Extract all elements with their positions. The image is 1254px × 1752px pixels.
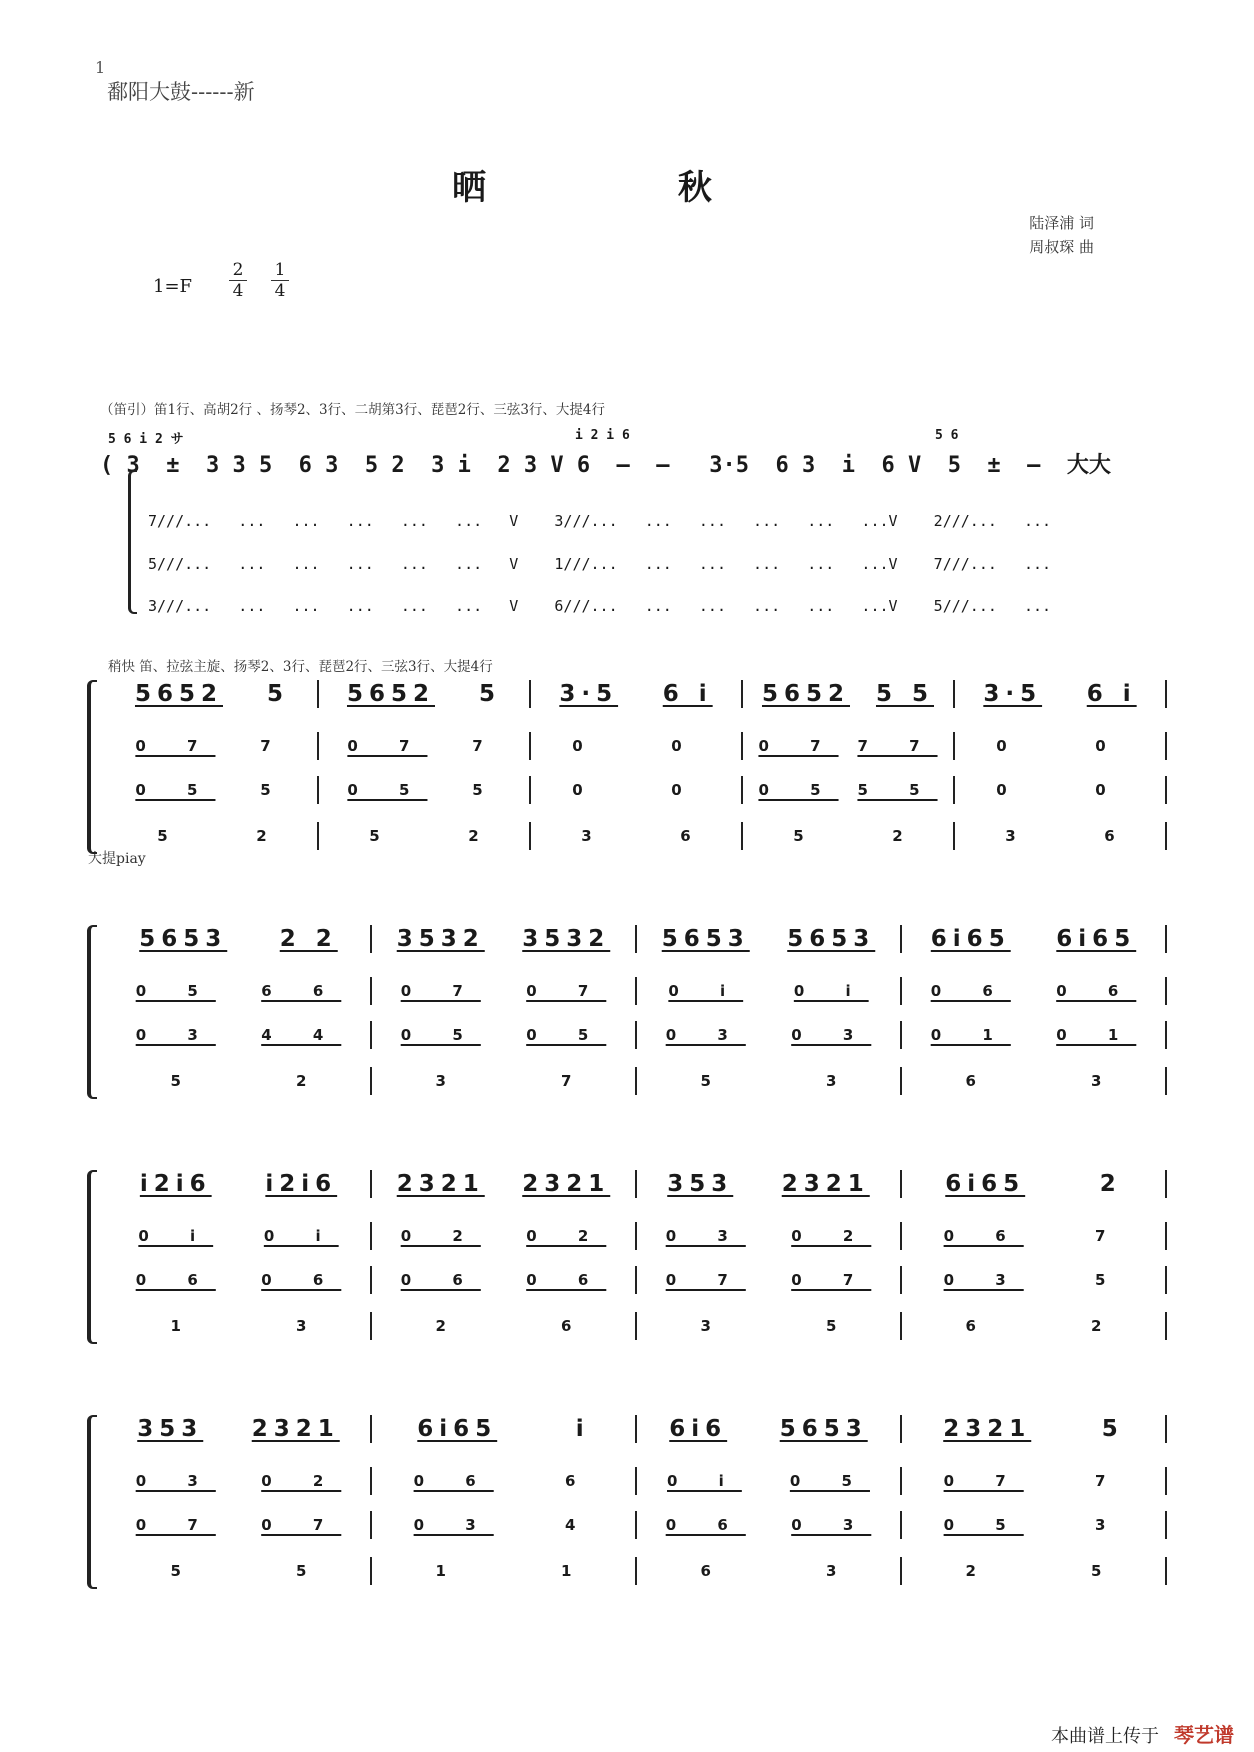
note-group: 5 bbox=[1091, 1562, 1102, 1580]
note-group: 0 3 bbox=[135, 1026, 216, 1044]
measure bbox=[372, 977, 637, 1005]
note-group: 6 i bbox=[1086, 681, 1137, 707]
note-group: 0 5 bbox=[789, 1472, 870, 1490]
note-group: 0 i bbox=[263, 1227, 339, 1245]
time-signature-1 bbox=[228, 260, 248, 301]
measure bbox=[372, 1312, 637, 1340]
melody-row bbox=[107, 1415, 1167, 1443]
note-group: 3 bbox=[826, 1562, 837, 1580]
measure bbox=[107, 732, 319, 760]
acc2-row bbox=[107, 776, 1167, 804]
measure bbox=[107, 1511, 372, 1539]
note-group: 0 bbox=[1095, 781, 1124, 799]
intro-instruction: （笛引）笛1行、高胡2行 、扬琴2、3行、二胡第3行、琵琶2行、三弦3行、大提4行 bbox=[100, 402, 606, 418]
note-group: i bbox=[575, 1416, 590, 1442]
measure bbox=[107, 776, 319, 804]
measure bbox=[902, 1511, 1167, 1539]
measure bbox=[955, 732, 1167, 760]
note-group: 5652 bbox=[346, 681, 435, 707]
note-group: 0 7 bbox=[526, 982, 607, 1000]
note-group: 0 bbox=[996, 781, 1025, 799]
note-group: 5 bbox=[793, 827, 804, 845]
note-group: 5 bbox=[369, 827, 380, 845]
note-group: 1 bbox=[561, 1562, 572, 1580]
measure bbox=[637, 1222, 902, 1250]
note-group: 6 i bbox=[662, 681, 713, 707]
measure bbox=[372, 1067, 637, 1095]
note-group: 0 3 bbox=[791, 1026, 872, 1044]
note-group: 0 i bbox=[138, 1227, 214, 1245]
note-group: 2321 bbox=[396, 1171, 485, 1197]
note-group: 7 bbox=[260, 737, 289, 755]
measure bbox=[902, 1467, 1167, 1495]
note-group: 0 2 bbox=[400, 1227, 481, 1245]
measure bbox=[107, 977, 372, 1005]
key-signature: 1=F bbox=[153, 276, 193, 297]
note-group: 0 5 bbox=[135, 982, 216, 1000]
measure bbox=[637, 1511, 902, 1539]
note-group: 2 bbox=[1099, 1171, 1122, 1197]
note-group: 0 5 bbox=[526, 1026, 607, 1044]
note-group: 2 2 bbox=[279, 926, 338, 952]
measure bbox=[107, 1067, 372, 1095]
note-group: 0 7 bbox=[665, 1271, 746, 1289]
note-group: 0 3 bbox=[135, 1472, 216, 1490]
note-group: 0 bbox=[996, 737, 1025, 755]
note-group: 3 bbox=[296, 1317, 307, 1335]
note-group: 5 bbox=[296, 1562, 307, 1580]
bass-row bbox=[107, 822, 1167, 850]
measure bbox=[637, 1067, 902, 1095]
note-group: 0 7 bbox=[400, 982, 481, 1000]
note-group: 7 bbox=[472, 737, 501, 755]
measure bbox=[637, 925, 902, 953]
note-group: 6 bbox=[1104, 827, 1115, 845]
measure bbox=[902, 977, 1167, 1005]
note-group: 1 bbox=[435, 1562, 446, 1580]
note-group: 0 2 bbox=[261, 1472, 342, 1490]
note-group: 7 bbox=[1094, 1472, 1124, 1490]
melody-row bbox=[107, 680, 1167, 708]
note-group: 6i65 bbox=[417, 1416, 498, 1442]
measure bbox=[637, 1170, 902, 1198]
note-group: 0 1 bbox=[1056, 1026, 1137, 1044]
note-group: 3 bbox=[435, 1072, 446, 1090]
note-group: 0 5 bbox=[135, 781, 216, 799]
note-group: 5 5 bbox=[875, 681, 934, 707]
measure bbox=[902, 1222, 1167, 1250]
note-group: 0 i bbox=[667, 1472, 742, 1490]
measure bbox=[372, 925, 637, 953]
melody-row bbox=[107, 925, 1167, 953]
note-group: i2i6 bbox=[265, 1171, 338, 1197]
note-group: 5 bbox=[472, 781, 501, 799]
note-group: 353 bbox=[667, 1171, 734, 1197]
note-group: 2 bbox=[1091, 1317, 1102, 1335]
system-bracket bbox=[87, 680, 97, 854]
time-signature-2 bbox=[270, 260, 290, 301]
measure bbox=[637, 1312, 902, 1340]
note-group: 3·5 bbox=[559, 681, 619, 707]
note-group: 2 bbox=[965, 1562, 976, 1580]
intro-grace-2: i 2 i 6 bbox=[575, 428, 630, 443]
note-group: 6i6 bbox=[669, 1416, 728, 1442]
note-group: 2 bbox=[256, 827, 267, 845]
measure bbox=[743, 732, 955, 760]
measure bbox=[902, 925, 1167, 953]
note-group: 0 6 bbox=[1056, 982, 1137, 1000]
time-sig-2-top: 1 bbox=[274, 260, 286, 280]
measure bbox=[637, 1021, 902, 1049]
note-group: 7 7 bbox=[857, 737, 938, 755]
note-group: 5653 bbox=[779, 1416, 868, 1442]
note-group: 3 bbox=[581, 827, 592, 845]
note-group: 0 bbox=[1095, 737, 1124, 755]
measure bbox=[372, 1021, 637, 1049]
score-system bbox=[87, 925, 1167, 1100]
measure bbox=[372, 1222, 637, 1250]
note-group: 0 7 bbox=[135, 737, 216, 755]
measure bbox=[955, 680, 1167, 708]
measure bbox=[902, 1170, 1167, 1198]
measure bbox=[902, 1312, 1167, 1340]
note-group: 0 5 bbox=[943, 1516, 1024, 1534]
measure bbox=[531, 822, 743, 850]
measure bbox=[372, 1170, 637, 1198]
note-group: 5 bbox=[1094, 1271, 1124, 1289]
footer-brand: 琴艺谱 bbox=[1174, 1723, 1234, 1747]
footer-watermark bbox=[1051, 1719, 1234, 1748]
note-group: 2321 bbox=[943, 1416, 1032, 1442]
note-group: 0 6 bbox=[665, 1516, 746, 1534]
measure bbox=[637, 1415, 902, 1443]
acc2-row bbox=[107, 1021, 1167, 1049]
note-group: 6 bbox=[561, 1317, 572, 1335]
measure bbox=[107, 1222, 372, 1250]
measure bbox=[107, 1312, 372, 1340]
measure bbox=[902, 1266, 1167, 1294]
note-group: 0 6 bbox=[400, 1271, 481, 1289]
acc2-row bbox=[107, 1511, 1167, 1539]
note-group: 0 6 bbox=[135, 1271, 216, 1289]
score-system bbox=[87, 1170, 1167, 1345]
composer-credit: 周叔琛 曲 bbox=[1029, 238, 1094, 256]
measure bbox=[372, 1557, 637, 1585]
measure bbox=[531, 680, 743, 708]
note-group: 2321 bbox=[781, 1171, 870, 1197]
note-group: 0 bbox=[671, 781, 700, 799]
note-group: 5 bbox=[157, 827, 168, 845]
note-group: 0 6 bbox=[261, 1271, 342, 1289]
note-group: 2 bbox=[468, 827, 479, 845]
note-group: 0 7 bbox=[943, 1472, 1024, 1490]
note-group: 0 6 bbox=[526, 1271, 607, 1289]
measure bbox=[107, 680, 319, 708]
measure bbox=[743, 680, 955, 708]
note-group: 6i65 bbox=[1056, 926, 1137, 952]
measure bbox=[637, 1467, 902, 1495]
note-group: 0 2 bbox=[526, 1227, 607, 1245]
acc1-row bbox=[107, 1222, 1167, 1250]
measure bbox=[107, 1170, 372, 1198]
note-group: 0 3 bbox=[413, 1516, 494, 1534]
note-group: 5 bbox=[826, 1317, 837, 1335]
note-group: 1 bbox=[170, 1317, 181, 1335]
note-group: 0 3 bbox=[943, 1271, 1024, 1289]
note-group: 4 bbox=[564, 1516, 594, 1534]
page-number: 1 bbox=[95, 58, 106, 77]
note-group: 3 bbox=[700, 1317, 711, 1335]
note-group: 5 bbox=[266, 681, 289, 707]
note-group: i2i6 bbox=[139, 1171, 212, 1197]
measure bbox=[531, 732, 743, 760]
bass-label: 大提piay bbox=[88, 851, 146, 867]
measure bbox=[107, 1266, 372, 1294]
note-group: 3·5 bbox=[983, 681, 1043, 707]
note-group: 0 5 bbox=[400, 1026, 481, 1044]
melody-row bbox=[107, 1170, 1167, 1198]
measure bbox=[902, 1557, 1167, 1585]
acc1-row bbox=[107, 1467, 1167, 1495]
measure bbox=[107, 822, 319, 850]
note-group: 6 bbox=[965, 1317, 976, 1335]
acc2-row bbox=[107, 1266, 1167, 1294]
note-group: 5 bbox=[478, 681, 501, 707]
note-group: 353 bbox=[137, 1416, 204, 1442]
measure bbox=[955, 822, 1167, 850]
note-group: 5653 bbox=[661, 926, 750, 952]
note-group: 2321 bbox=[251, 1416, 340, 1442]
note-group: 0 1 bbox=[930, 1026, 1011, 1044]
note-group: 0 bbox=[572, 781, 601, 799]
intro-row-2: 5///... ... ... ... ... ... V 1///... ... ... ... ... ...V 7///... ... bbox=[148, 555, 1052, 573]
time-sig-2-bottom: 4 bbox=[274, 281, 286, 301]
note-group: 5652 bbox=[134, 681, 223, 707]
measure bbox=[107, 1467, 372, 1495]
note-group: 0 3 bbox=[665, 1026, 746, 1044]
note-group: 2 bbox=[296, 1072, 307, 1090]
note-group: 3532 bbox=[522, 926, 611, 952]
note-group: 6 bbox=[564, 1472, 594, 1490]
measure bbox=[743, 822, 955, 850]
note-group: 6 bbox=[680, 827, 691, 845]
measure bbox=[372, 1266, 637, 1294]
note-group: 0 7 bbox=[347, 737, 428, 755]
note-group: 2 bbox=[892, 827, 903, 845]
note-group: 0 bbox=[671, 737, 700, 755]
intro-grace-1: 5 6 i 2 サ bbox=[108, 432, 184, 447]
note-group: 0 i bbox=[793, 982, 869, 1000]
measure bbox=[107, 925, 372, 953]
bass-row bbox=[107, 1312, 1167, 1340]
acc1-row bbox=[107, 977, 1167, 1005]
measure bbox=[637, 1266, 902, 1294]
measure bbox=[955, 776, 1167, 804]
measure bbox=[107, 1021, 372, 1049]
note-group: 0 7 bbox=[758, 737, 839, 755]
measure bbox=[319, 822, 531, 850]
note-group: 5 bbox=[1101, 1416, 1124, 1442]
system-bracket bbox=[87, 925, 97, 1099]
intro-grace-3: 5 6 bbox=[935, 428, 959, 443]
lyricist-credit: 陆泽浦 词 bbox=[1029, 214, 1094, 232]
note-group: 5 bbox=[170, 1072, 181, 1090]
note-group: 7 bbox=[1094, 1227, 1124, 1245]
note-group: 0 bbox=[572, 737, 601, 755]
measure bbox=[372, 1415, 637, 1443]
intro-row-1: 7///... ... ... ... ... ... V 3///... ... ... ... ... ...V 2///... ... bbox=[148, 512, 1052, 530]
note-group: 5653 bbox=[787, 926, 876, 952]
note-group: 0 i bbox=[668, 982, 744, 1000]
note-group: 6i65 bbox=[930, 926, 1011, 952]
intro-row-3: 3///... ... ... ... ... ... V 6///... ... ... ... ... ...V 5///... ... bbox=[148, 597, 1052, 615]
note-group: 4 4 bbox=[261, 1026, 342, 1044]
note-group: 5 bbox=[170, 1562, 181, 1580]
note-group: 0 5 bbox=[347, 781, 428, 799]
note-group: 3 bbox=[1094, 1516, 1124, 1534]
note-group: 0 6 bbox=[930, 982, 1011, 1000]
intro-melody: ( 3 ± 3 3 5 6 3 5 2 3 i 2 3 V 6 – – 3·5 6 3 i 6 V 5 ± – 大大 bbox=[100, 453, 1111, 478]
bass-row bbox=[107, 1067, 1167, 1095]
note-group: 5 5 bbox=[857, 781, 938, 799]
note-group: 5 bbox=[260, 781, 289, 799]
note-group: 3 bbox=[1091, 1072, 1102, 1090]
note-group: 5653 bbox=[139, 926, 228, 952]
measure bbox=[372, 1511, 637, 1539]
note-group: 5652 bbox=[761, 681, 850, 707]
footer-text: 本曲谱上传于 bbox=[1051, 1726, 1160, 1747]
measure bbox=[902, 1067, 1167, 1095]
section2-instruction: 稍快 笛、拉弦主旋、扬琴2、3行、琵琶2行、三弦3行、大提4行 bbox=[108, 659, 493, 675]
acc1-row bbox=[107, 732, 1167, 760]
score-system bbox=[87, 680, 1167, 855]
song-title: 晒 秋 bbox=[452, 168, 802, 208]
measure bbox=[107, 1557, 372, 1585]
measure bbox=[637, 1557, 902, 1585]
note-group: 6 bbox=[965, 1072, 976, 1090]
note-group: 0 7 bbox=[261, 1516, 342, 1534]
note-group: 6i65 bbox=[945, 1171, 1026, 1197]
measure bbox=[902, 1415, 1167, 1443]
measure bbox=[531, 776, 743, 804]
header-text: 鄱阳大鼓------新 bbox=[107, 80, 255, 104]
system-bracket bbox=[87, 1170, 97, 1344]
score-system bbox=[87, 1415, 1167, 1590]
note-group: 0 2 bbox=[791, 1227, 872, 1245]
measure bbox=[319, 732, 531, 760]
measure bbox=[637, 977, 902, 1005]
note-group: 2321 bbox=[522, 1171, 611, 1197]
note-group: 3 bbox=[1005, 827, 1016, 845]
note-group: 6 bbox=[700, 1562, 711, 1580]
measure bbox=[743, 776, 955, 804]
system-bracket bbox=[87, 1415, 97, 1589]
note-group: 0 5 bbox=[758, 781, 839, 799]
note-group: 6 6 bbox=[261, 982, 342, 1000]
note-group: 0 7 bbox=[791, 1271, 872, 1289]
note-group: 0 7 bbox=[135, 1516, 216, 1534]
note-group: 0 3 bbox=[791, 1516, 872, 1534]
intro-bracket bbox=[128, 470, 137, 614]
measure bbox=[319, 776, 531, 804]
note-group: 3532 bbox=[396, 926, 485, 952]
note-group: 2 bbox=[435, 1317, 446, 1335]
note-group: 3 bbox=[826, 1072, 837, 1090]
measure bbox=[319, 680, 531, 708]
time-sig-1-bottom: 4 bbox=[232, 281, 244, 301]
measure bbox=[372, 1467, 637, 1495]
note-group: 7 bbox=[561, 1072, 572, 1090]
note-group: 5 bbox=[700, 1072, 711, 1090]
note-group: 0 6 bbox=[413, 1472, 494, 1490]
note-group: 0 6 bbox=[943, 1227, 1024, 1245]
measure bbox=[902, 1021, 1167, 1049]
time-sig-1-top: 2 bbox=[232, 260, 244, 280]
measure bbox=[107, 1415, 372, 1443]
bass-row bbox=[107, 1557, 1167, 1585]
note-group: 0 3 bbox=[665, 1227, 746, 1245]
